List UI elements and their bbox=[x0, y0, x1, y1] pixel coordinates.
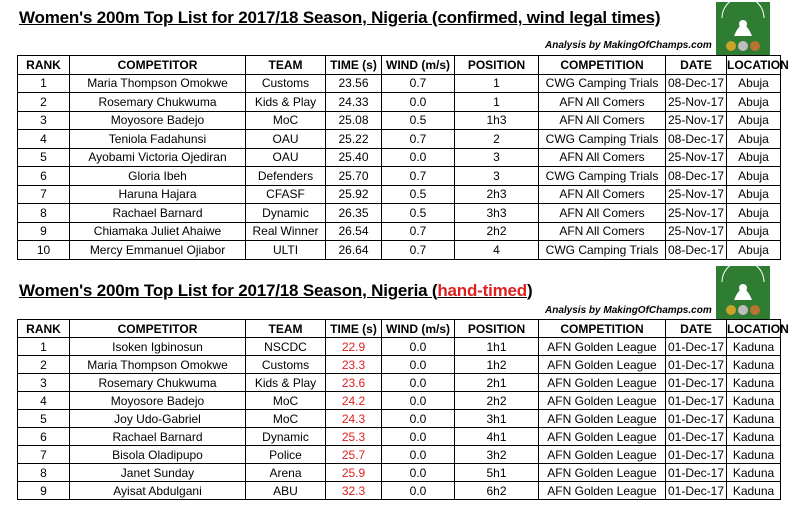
cell-wind: 0.0 bbox=[382, 392, 455, 410]
cell-wind: 0.7 bbox=[382, 167, 455, 186]
column-header-rank: RANK bbox=[18, 320, 70, 338]
cell-time: 25.3 bbox=[326, 428, 382, 446]
table-hand-timed bbox=[17, 319, 789, 500]
cell-rank: 1 bbox=[18, 74, 70, 93]
makingofchamps-logo bbox=[716, 266, 770, 320]
table-row bbox=[18, 167, 781, 186]
cell-wind: 0.0 bbox=[382, 356, 455, 374]
cell-wind: 0.0 bbox=[382, 410, 455, 428]
cell-team: Kids & Play bbox=[246, 374, 326, 392]
cell-competition: AFN All Comers bbox=[539, 222, 666, 241]
cell-date: 01-Dec-17 bbox=[666, 410, 727, 428]
cell-time: 26.54 bbox=[326, 222, 382, 241]
cell-competition: AFN Golden League bbox=[539, 410, 666, 428]
column-header-wind: WIND (m/s) bbox=[382, 320, 455, 338]
cell-time: 23.56 bbox=[326, 74, 382, 93]
cell-position: 1h2 bbox=[455, 356, 539, 374]
cell-location: Abuja bbox=[727, 130, 781, 149]
cell-competitor: Janet Sunday bbox=[70, 464, 246, 482]
cell-time: 25.08 bbox=[326, 111, 382, 130]
cell-competition: AFN Golden League bbox=[539, 482, 666, 500]
column-header-time: TIME (s) bbox=[326, 56, 382, 75]
cell-rank: 9 bbox=[18, 482, 70, 500]
cell-date: 01-Dec-17 bbox=[666, 374, 727, 392]
cell-location: Abuja bbox=[727, 204, 781, 223]
cell-competitor: Gloria Ibeh bbox=[70, 167, 246, 186]
cell-team: Kids & Play bbox=[246, 93, 326, 112]
cell-competition: AFN All Comers bbox=[539, 185, 666, 204]
cell-competitor: Rosemary Chukwuma bbox=[70, 93, 246, 112]
section2-title-highlight: hand-timed bbox=[437, 281, 527, 300]
cell-location: Abuja bbox=[727, 167, 781, 186]
cell-date: 25-Nov-17 bbox=[666, 111, 727, 130]
column-header-competition: COMPETITION bbox=[539, 56, 666, 75]
section2-title bbox=[19, 281, 532, 301]
table-row bbox=[18, 74, 781, 93]
cell-wind: 0.0 bbox=[382, 446, 455, 464]
cell-date: 25-Nov-17 bbox=[666, 185, 727, 204]
cell-competitor: Mercy Emmanuel Ojiabor bbox=[70, 241, 246, 260]
cell-wind: 0.7 bbox=[382, 74, 455, 93]
section2-credit: Analysis by MakingOfChamps.com bbox=[545, 305, 712, 316]
table-row bbox=[18, 374, 781, 392]
cell-position: 2h1 bbox=[455, 374, 539, 392]
cell-location: Kaduna bbox=[727, 356, 781, 374]
cell-team: Customs bbox=[246, 356, 326, 374]
cell-location: Abuja bbox=[727, 241, 781, 260]
cell-competition: AFN Golden League bbox=[539, 464, 666, 482]
cell-date: 01-Dec-17 bbox=[666, 464, 727, 482]
cell-position: 3 bbox=[455, 167, 539, 186]
table-row bbox=[18, 338, 781, 356]
table-row bbox=[18, 446, 781, 464]
cell-location: Kaduna bbox=[727, 410, 781, 428]
cell-date: 08-Dec-17 bbox=[666, 130, 727, 149]
cell-team: Dynamic bbox=[246, 428, 326, 446]
column-header-competition: COMPETITION bbox=[539, 320, 666, 338]
cell-competition: CWG Camping Trials bbox=[539, 167, 666, 186]
cell-wind: 0.0 bbox=[382, 148, 455, 167]
cell-time: 32.3 bbox=[326, 482, 382, 500]
cell-position: 3h3 bbox=[455, 204, 539, 223]
cell-rank: 7 bbox=[18, 446, 70, 464]
cell-time: 25.22 bbox=[326, 130, 382, 149]
cell-wind: 0.7 bbox=[382, 130, 455, 149]
cell-rank: 1 bbox=[18, 338, 70, 356]
cell-competition: AFN Golden League bbox=[539, 392, 666, 410]
table-row bbox=[18, 185, 781, 204]
section1-credit: Analysis by MakingOfChamps.com bbox=[545, 40, 712, 51]
cell-position: 2h2 bbox=[455, 222, 539, 241]
cell-competition: CWG Camping Trials bbox=[539, 241, 666, 260]
table-header-row bbox=[18, 320, 781, 338]
cell-competition: AFN Golden League bbox=[539, 446, 666, 464]
cell-date: 25-Nov-17 bbox=[666, 148, 727, 167]
cell-position: 2h2 bbox=[455, 392, 539, 410]
cell-competition: AFN All Comers bbox=[539, 148, 666, 167]
table-row bbox=[18, 410, 781, 428]
table-row bbox=[18, 204, 781, 223]
cell-competitor: Rachael Barnard bbox=[70, 204, 246, 223]
cell-location: Kaduna bbox=[727, 464, 781, 482]
cell-location: Kaduna bbox=[727, 374, 781, 392]
cell-time: 25.40 bbox=[326, 148, 382, 167]
cell-competitor: Bisola Oladipupo bbox=[70, 446, 246, 464]
cell-date: 01-Dec-17 bbox=[666, 428, 727, 446]
cell-wind: 0.7 bbox=[382, 222, 455, 241]
cell-team: ABU bbox=[246, 482, 326, 500]
cell-rank: 2 bbox=[18, 93, 70, 112]
cell-competition: CWG Camping Trials bbox=[539, 74, 666, 93]
cell-time: 25.70 bbox=[326, 167, 382, 186]
cell-time: 22.9 bbox=[326, 338, 382, 356]
cell-time: 23.6 bbox=[326, 374, 382, 392]
cell-date: 08-Dec-17 bbox=[666, 74, 727, 93]
cell-team: Dynamic bbox=[246, 204, 326, 223]
cell-competitor: Ayisat Abdulgani bbox=[70, 482, 246, 500]
cell-wind: 0.0 bbox=[382, 482, 455, 500]
section1-title: Women's 200m Top List for 2017/18 Season, Nigeria (confirmed, wind legal times) bbox=[19, 8, 661, 27]
cell-competition: CWG Camping Trials bbox=[539, 130, 666, 149]
cell-competition: AFN Golden League bbox=[539, 428, 666, 446]
cell-location: Abuja bbox=[727, 93, 781, 112]
cell-team: OAU bbox=[246, 148, 326, 167]
cell-team: Customs bbox=[246, 74, 326, 93]
cell-rank: 3 bbox=[18, 374, 70, 392]
cell-location: Abuja bbox=[727, 148, 781, 167]
table-row bbox=[18, 148, 781, 167]
cell-competition: AFN Golden League bbox=[539, 356, 666, 374]
cell-competitor: Chiamaka Juliet Ahaiwe bbox=[70, 222, 246, 241]
cell-position: 3h1 bbox=[455, 410, 539, 428]
cell-wind: 0.5 bbox=[382, 185, 455, 204]
column-header-position: POSITION bbox=[455, 320, 539, 338]
cell-time: 24.2 bbox=[326, 392, 382, 410]
cell-location: Abuja bbox=[727, 185, 781, 204]
cell-competitor: Ayobami Victoria Ojediran bbox=[70, 148, 246, 167]
column-header-wind: WIND (m/s) bbox=[382, 56, 455, 75]
table-header-row bbox=[18, 56, 781, 75]
cell-location: Kaduna bbox=[727, 392, 781, 410]
cell-competition: AFN All Comers bbox=[539, 111, 666, 130]
cell-date: 01-Dec-17 bbox=[666, 338, 727, 356]
cell-rank: 3 bbox=[18, 111, 70, 130]
table-row bbox=[18, 356, 781, 374]
table-row bbox=[18, 482, 781, 500]
cell-wind: 0.0 bbox=[382, 374, 455, 392]
column-header-location: LOCATION bbox=[727, 56, 781, 75]
cell-rank: 4 bbox=[18, 392, 70, 410]
column-header-date: DATE bbox=[666, 320, 727, 338]
cell-position: 3h2 bbox=[455, 446, 539, 464]
cell-competitor: Moyosore Badejo bbox=[70, 111, 246, 130]
cell-position: 6h2 bbox=[455, 482, 539, 500]
cell-position: 1 bbox=[455, 74, 539, 93]
cell-position: 5h1 bbox=[455, 464, 539, 482]
cell-rank: 7 bbox=[18, 185, 70, 204]
cell-location: Kaduna bbox=[727, 482, 781, 500]
cell-date: 01-Dec-17 bbox=[666, 446, 727, 464]
cell-rank: 8 bbox=[18, 204, 70, 223]
cell-rank: 8 bbox=[18, 464, 70, 482]
cell-team: CFASF bbox=[246, 185, 326, 204]
cell-team: OAU bbox=[246, 130, 326, 149]
cell-location: Abuja bbox=[727, 74, 781, 93]
cell-team: Police bbox=[246, 446, 326, 464]
cell-team: MoC bbox=[246, 111, 326, 130]
cell-time: 24.3 bbox=[326, 410, 382, 428]
cell-wind: 0.5 bbox=[382, 111, 455, 130]
cell-team: Defenders bbox=[246, 167, 326, 186]
cell-competitor: Haruna Hajara bbox=[70, 185, 246, 204]
cell-wind: 0.7 bbox=[382, 241, 455, 260]
cell-rank: 2 bbox=[18, 356, 70, 374]
column-header-date: DATE bbox=[666, 56, 727, 75]
column-header-time: TIME (s) bbox=[326, 320, 382, 338]
cell-location: Kaduna bbox=[727, 338, 781, 356]
column-header-location: LOCATION bbox=[727, 321, 789, 336]
cell-time: 26.64 bbox=[326, 241, 382, 260]
cell-competitor: Maria Thompson Omokwe bbox=[70, 74, 246, 93]
cell-competition: AFN Golden League bbox=[539, 338, 666, 356]
cell-position: 1h3 bbox=[455, 111, 539, 130]
section2-title-suffix: ) bbox=[526, 281, 533, 300]
cell-rank: 10 bbox=[18, 241, 70, 260]
table-row bbox=[18, 222, 781, 241]
cell-location: Abuja bbox=[727, 222, 781, 241]
cell-position: 2 bbox=[455, 130, 539, 149]
cell-competitor: Rosemary Chukwuma bbox=[70, 374, 246, 392]
column-header-position: POSITION bbox=[455, 56, 539, 75]
cell-team: Real Winner bbox=[246, 222, 326, 241]
cell-position: 3 bbox=[455, 148, 539, 167]
column-header-team: TEAM bbox=[246, 320, 326, 338]
cell-team: NSCDC bbox=[246, 338, 326, 356]
cell-position: 4h1 bbox=[455, 428, 539, 446]
cell-rank: 9 bbox=[18, 222, 70, 241]
cell-team: MoC bbox=[246, 392, 326, 410]
cell-location: Kaduna bbox=[727, 446, 781, 464]
cell-wind: 0.0 bbox=[382, 464, 455, 482]
cell-wind: 0.0 bbox=[382, 338, 455, 356]
cell-position: 1h1 bbox=[455, 338, 539, 356]
cell-wind: 0.5 bbox=[382, 204, 455, 223]
table-row bbox=[18, 111, 781, 130]
cell-team: ULTI bbox=[246, 241, 326, 260]
cell-time: 25.7 bbox=[326, 446, 382, 464]
cell-position: 4 bbox=[455, 241, 539, 260]
column-header-competitor: COMPETITOR bbox=[70, 320, 246, 338]
cell-position: 1 bbox=[455, 93, 539, 112]
column-header-rank: RANK bbox=[18, 56, 70, 75]
cell-date: 08-Dec-17 bbox=[666, 241, 727, 260]
cell-location: Kaduna bbox=[727, 428, 781, 446]
cell-competitor: Moyosore Badejo bbox=[70, 392, 246, 410]
cell-date: 01-Dec-17 bbox=[666, 392, 727, 410]
cell-competition: AFN Golden League bbox=[539, 374, 666, 392]
cell-competitor: Maria Thompson Omokwe bbox=[70, 356, 246, 374]
cell-rank: 6 bbox=[18, 428, 70, 446]
cell-date: 25-Nov-17 bbox=[666, 93, 727, 112]
cell-competitor: Teniola Fadahunsi bbox=[70, 130, 246, 149]
table-row bbox=[18, 93, 781, 112]
table-row bbox=[18, 464, 781, 482]
cell-rank: 6 bbox=[18, 167, 70, 186]
table-row bbox=[18, 130, 781, 149]
cell-rank: 5 bbox=[18, 410, 70, 428]
cell-time: 24.33 bbox=[326, 93, 382, 112]
cell-date: 08-Dec-17 bbox=[666, 167, 727, 186]
cell-time: 25.92 bbox=[326, 185, 382, 204]
cell-date: 01-Dec-17 bbox=[666, 482, 727, 500]
cell-location: Abuja bbox=[727, 111, 781, 130]
cell-rank: 4 bbox=[18, 130, 70, 149]
cell-position: 2h3 bbox=[455, 185, 539, 204]
table-confirmed bbox=[17, 55, 789, 260]
cell-date: 25-Nov-17 bbox=[666, 204, 727, 223]
cell-competitor: Rachael Barnard bbox=[70, 428, 246, 446]
cell-competition: AFN All Comers bbox=[539, 204, 666, 223]
cell-competitor: Joy Udo-Gabriel bbox=[70, 410, 246, 428]
cell-date: 01-Dec-17 bbox=[666, 356, 727, 374]
cell-team: Arena bbox=[246, 464, 326, 482]
cell-time: 23.3 bbox=[326, 356, 382, 374]
table-row bbox=[18, 428, 781, 446]
cell-date: 25-Nov-17 bbox=[666, 222, 727, 241]
cell-competitor: Isoken Igbinosun bbox=[70, 338, 246, 356]
table-row bbox=[18, 241, 781, 260]
section2-title-prefix: Women's 200m Top List for 2017/18 Season, Nigeria ( bbox=[19, 281, 438, 300]
cell-wind: 0.0 bbox=[382, 428, 455, 446]
cell-rank: 5 bbox=[18, 148, 70, 167]
cell-competition: AFN All Comers bbox=[539, 93, 666, 112]
cell-wind: 0.0 bbox=[382, 93, 455, 112]
column-header-competitor: COMPETITOR bbox=[70, 56, 246, 75]
cell-team: MoC bbox=[246, 410, 326, 428]
cell-time: 25.9 bbox=[326, 464, 382, 482]
makingofchamps-logo bbox=[716, 2, 770, 56]
cell-time: 26.35 bbox=[326, 204, 382, 223]
column-header-team: TEAM bbox=[246, 56, 326, 75]
table-row bbox=[18, 392, 781, 410]
